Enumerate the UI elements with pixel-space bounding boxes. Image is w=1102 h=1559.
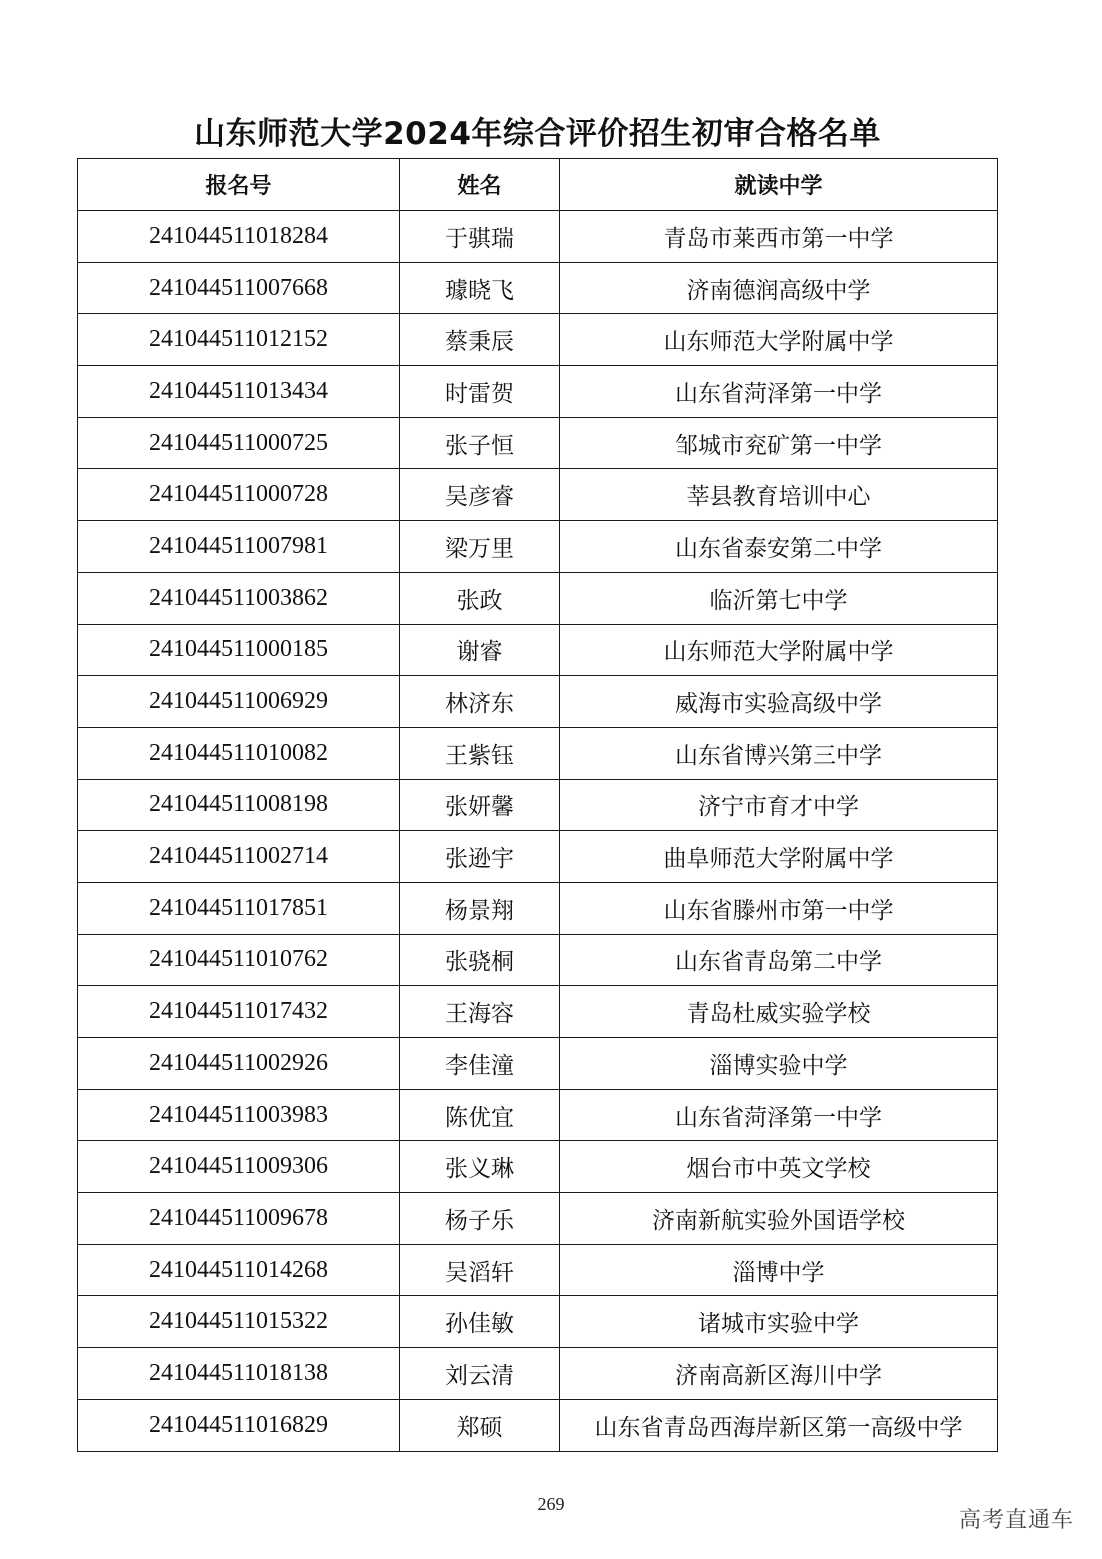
student-name-cell: 张子恒 — [400, 417, 560, 469]
table-row — [78, 779, 998, 831]
registration-number-cell: 241044511009306 — [78, 1141, 400, 1193]
registration-number-cell: 241044511017851 — [78, 882, 400, 934]
school-cell: 威海市实验高级中学 — [560, 676, 998, 728]
registration-number-cell: 241044511007668 — [78, 262, 400, 314]
school-cell: 曲阜师范大学附属中学 — [560, 831, 998, 883]
school-cell: 山东省滕州市第一中学 — [560, 882, 998, 934]
header-name: 姓名 — [400, 159, 560, 211]
table-row — [78, 521, 998, 573]
table-row — [78, 831, 998, 883]
table-row — [78, 1089, 998, 1141]
student-name-cell: 李佳潼 — [400, 1038, 560, 1090]
student-name-cell: 于骐瑞 — [400, 211, 560, 263]
school-cell: 淄博实验中学 — [560, 1038, 998, 1090]
admission-list-table — [77, 158, 998, 1452]
table-row — [78, 1141, 998, 1193]
table-row — [78, 314, 998, 366]
table-header-row — [78, 159, 998, 211]
student-name-cell: 张义琳 — [400, 1141, 560, 1193]
student-name-cell: 郑硕 — [400, 1399, 560, 1451]
watermark-logo-text: 高考直通车 — [958, 1508, 1074, 1533]
school-cell: 淄博中学 — [560, 1244, 998, 1296]
registration-number-cell: 241044511015322 — [78, 1296, 400, 1348]
student-name-cell: 璩晓飞 — [400, 262, 560, 314]
table-row — [78, 366, 998, 418]
registration-number-cell: 241044511014268 — [78, 1244, 400, 1296]
registration-number-cell: 241044511003983 — [78, 1089, 400, 1141]
header-registration-number: 报名号 — [78, 159, 400, 211]
table-row — [78, 417, 998, 469]
registration-number-cell: 241044511012152 — [78, 314, 400, 366]
school-cell: 青岛市莱西市第一中学 — [560, 211, 998, 263]
registration-number-cell: 241044511003862 — [78, 572, 400, 624]
table-body — [78, 211, 998, 1452]
registration-number-cell: 241044511000728 — [78, 469, 400, 521]
school-cell: 济宁市育才中学 — [560, 779, 998, 831]
school-cell: 青岛杜威实验学校 — [560, 986, 998, 1038]
registration-number-cell: 241044511018284 — [78, 211, 400, 263]
table-row — [78, 934, 998, 986]
student-name-cell: 杨子乐 — [400, 1193, 560, 1245]
registration-number-cell: 241044511017432 — [78, 986, 400, 1038]
student-name-cell: 林济东 — [400, 676, 560, 728]
school-cell: 济南新航实验外国语学校 — [560, 1193, 998, 1245]
registration-number-cell: 241044511009678 — [78, 1193, 400, 1245]
school-cell: 烟台市中英文学校 — [560, 1141, 998, 1193]
school-cell: 山东省青岛西海岸新区第一高级中学 — [560, 1399, 998, 1451]
student-name-cell: 谢睿 — [400, 624, 560, 676]
student-name-cell: 陈优宜 — [400, 1089, 560, 1141]
registration-number-cell: 241044511002926 — [78, 1038, 400, 1090]
registration-number-cell: 241044511002714 — [78, 831, 400, 883]
page-title: 山东师范大学2024年综合评价招生初审合格名单 — [194, 116, 881, 152]
registration-number-cell: 241044511008198 — [78, 779, 400, 831]
school-cell: 山东省泰安第二中学 — [560, 521, 998, 573]
school-cell: 山东省菏泽第一中学 — [560, 366, 998, 418]
table-row — [78, 882, 998, 934]
student-name-cell: 张逊宇 — [400, 831, 560, 883]
school-cell: 济南高新区海川中学 — [560, 1348, 998, 1400]
school-cell: 山东师范大学附属中学 — [560, 314, 998, 366]
school-cell: 邹城市兖矿第一中学 — [560, 417, 998, 469]
school-cell: 诸城市实验中学 — [560, 1296, 998, 1348]
table-row — [78, 1193, 998, 1245]
table-row — [78, 1399, 998, 1451]
school-cell: 济南德润高级中学 — [560, 262, 998, 314]
school-cell: 山东省菏泽第一中学 — [560, 1089, 998, 1141]
student-name-cell: 蔡秉辰 — [400, 314, 560, 366]
school-cell: 山东省博兴第三中学 — [560, 727, 998, 779]
table-row — [78, 262, 998, 314]
school-cell: 山东省青岛第二中学 — [560, 934, 998, 986]
student-name-cell: 王海容 — [400, 986, 560, 1038]
registration-number-cell: 241044511010082 — [78, 727, 400, 779]
registration-number-cell: 241044511013434 — [78, 366, 400, 418]
page-number: 269 — [537, 1494, 565, 1514]
student-name-cell: 王紫钰 — [400, 727, 560, 779]
school-cell: 莘县教育培训中心 — [560, 469, 998, 521]
registration-number-cell: 241044511006929 — [78, 676, 400, 728]
student-name-cell: 吴彦睿 — [400, 469, 560, 521]
student-name-cell: 张妍馨 — [400, 779, 560, 831]
table-row — [78, 1244, 998, 1296]
table-row — [78, 676, 998, 728]
table-row — [78, 727, 998, 779]
registration-number-cell: 241044511000185 — [78, 624, 400, 676]
student-name-cell: 刘云清 — [400, 1348, 560, 1400]
registration-number-cell: 241044511007981 — [78, 521, 400, 573]
student-name-cell: 吴滔轩 — [400, 1244, 560, 1296]
table-row — [78, 1296, 998, 1348]
student-name-cell: 时雷贺 — [400, 366, 560, 418]
table-row — [78, 986, 998, 1038]
registration-number-cell: 241044511018138 — [78, 1348, 400, 1400]
student-name-cell: 张骁桐 — [400, 934, 560, 986]
table-row — [78, 211, 998, 263]
student-name-cell: 孙佳敏 — [400, 1296, 560, 1348]
header-school: 就读中学 — [560, 159, 998, 211]
table-row — [78, 469, 998, 521]
table-row — [78, 572, 998, 624]
registration-number-cell: 241044511010762 — [78, 934, 400, 986]
table-row — [78, 1038, 998, 1090]
student-name-cell: 杨景翔 — [400, 882, 560, 934]
table-row — [78, 624, 998, 676]
registration-number-cell: 241044511016829 — [78, 1399, 400, 1451]
school-cell: 山东师范大学附属中学 — [560, 624, 998, 676]
table-row — [78, 1348, 998, 1400]
registration-number-cell: 241044511000725 — [78, 417, 400, 469]
school-cell: 临沂第七中学 — [560, 572, 998, 624]
student-name-cell: 梁万里 — [400, 521, 560, 573]
student-name-cell: 张政 — [400, 572, 560, 624]
